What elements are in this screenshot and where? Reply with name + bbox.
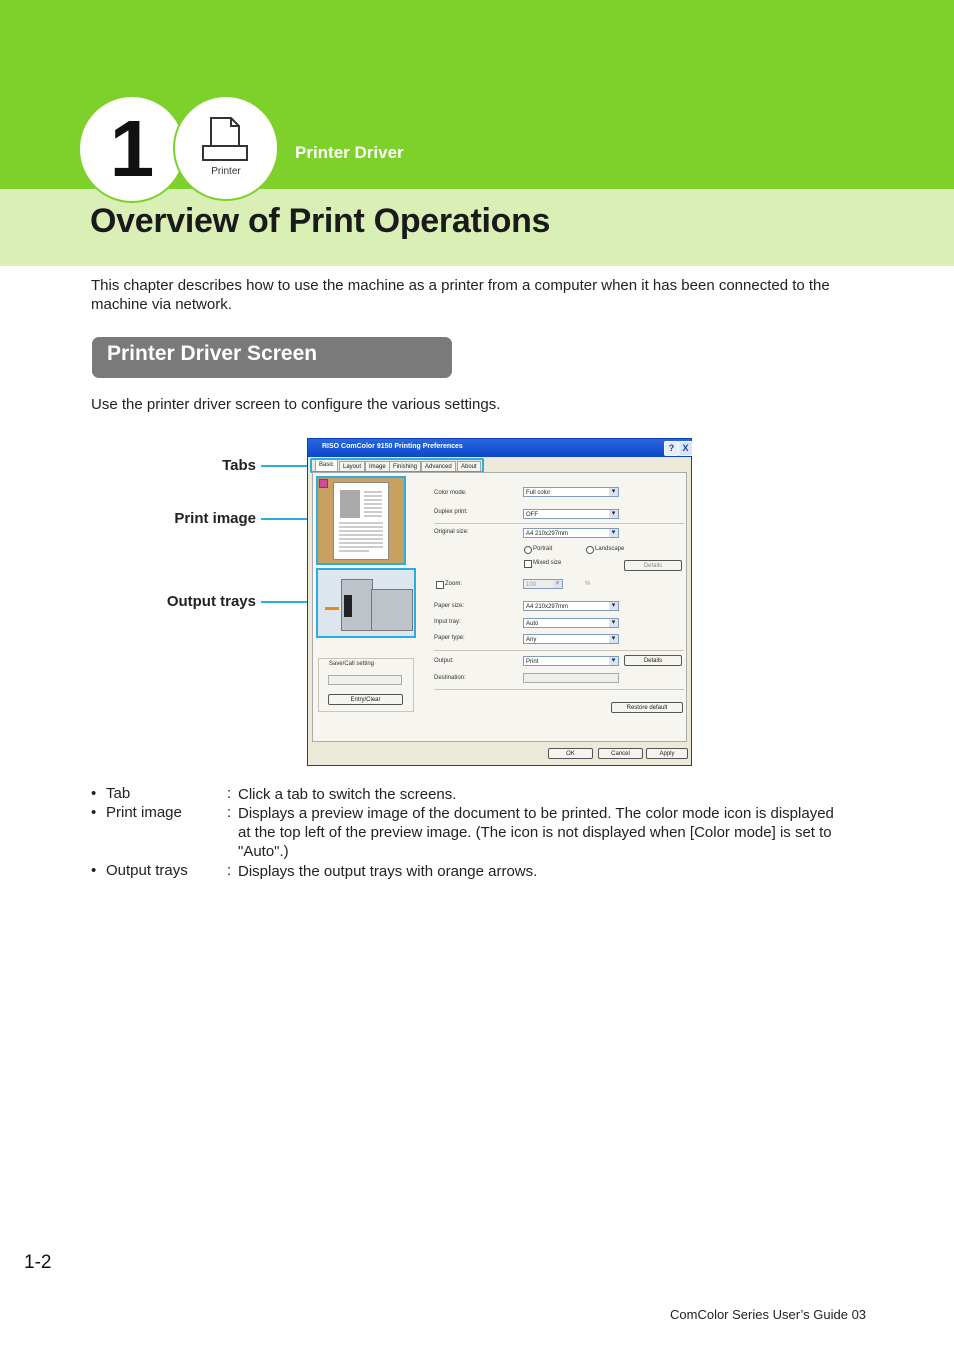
- destination-label: Destination:: [434, 675, 466, 681]
- tab-layout[interactable]: Layout: [339, 461, 365, 473]
- tab-basic[interactable]: Basic: [315, 459, 338, 473]
- printing-preferences-dialog: [307, 438, 692, 766]
- separator: [434, 689, 684, 690]
- guide-title: ComColor Series User’s Guide 03: [670, 1307, 867, 1322]
- intro-paragraph: This chapter describes how to use the machine as a printer from a computer when it has been connected to the machine via network.: [91, 277, 830, 313]
- instruction-text: Use the printer driver screen to configure the various settings.: [91, 396, 501, 413]
- list-desc-tab: Click a tab to switch the screens.: [238, 786, 457, 803]
- portrait-label: Portrait: [533, 546, 553, 552]
- tabs-highlight: [310, 458, 484, 473]
- section-label: Printer Driver: [295, 143, 404, 162]
- color-mode-label: Color mode:: [434, 490, 467, 496]
- entry-clear-button[interactable]: Entry/Clear: [328, 694, 403, 705]
- page-number: 1-2: [24, 1252, 52, 1273]
- callout-tabs: Tabs: [222, 457, 256, 474]
- tab-about[interactable]: About: [457, 461, 481, 473]
- list-bullet: •: [91, 804, 97, 821]
- list-term-print-image: Print image: [106, 804, 182, 821]
- restore-default-button[interactable]: Restore default: [611, 702, 683, 713]
- paper-type-label: Paper type:: [434, 635, 465, 641]
- list-term-output-trays: Output trays: [106, 862, 188, 879]
- printer-icon: [201, 116, 249, 164]
- ok-button[interactable]: OK: [548, 748, 593, 759]
- paper-size-select[interactable]: A4 210x297mm ▾: [523, 601, 619, 611]
- zoom-checkbox[interactable]: [436, 581, 444, 589]
- separator: [434, 523, 684, 524]
- input-tray-label: Input tray:: [434, 619, 461, 625]
- color-mode-select[interactable]: Full color ▾: [523, 487, 619, 497]
- callout-print-image: Print image: [174, 510, 256, 527]
- list-bullet: •: [91, 785, 97, 802]
- tab-image[interactable]: Image: [365, 461, 390, 473]
- original-details-button[interactable]: Details: [624, 560, 682, 571]
- original-size-select[interactable]: A4 210x297mm ▾: [523, 528, 619, 538]
- subheading: Printer Driver Screen: [107, 342, 318, 365]
- chapter-number: 1: [109, 104, 155, 193]
- list-colon: :: [227, 785, 232, 802]
- cancel-button[interactable]: Cancel: [598, 748, 643, 759]
- save-call-label: Save/Call setting: [329, 661, 375, 667]
- callout-line-tabs: [261, 465, 309, 467]
- duplex-label: Duplex print:: [434, 509, 468, 515]
- list-colon: :: [227, 862, 232, 879]
- zoom-input[interactable]: 100 ▾: [523, 579, 563, 589]
- paper-type-select[interactable]: Any ▾: [523, 634, 619, 644]
- close-button[interactable]: X: [678, 441, 693, 456]
- tab-finishing[interactable]: Finishing: [389, 461, 421, 473]
- callout-output-trays: Output trays: [166, 593, 256, 610]
- output-label: Output:: [434, 658, 454, 664]
- duplex-select[interactable]: OFF ▾: [523, 509, 619, 519]
- input-tray-select[interactable]: Auto ▾: [523, 618, 619, 628]
- preview-text-lines-lower: [339, 521, 385, 555]
- page-title: Overview of Print Operations: [90, 202, 551, 240]
- preview-image-block: [340, 490, 360, 518]
- help-button[interactable]: ?: [664, 441, 679, 456]
- output-tray-indicator: [344, 595, 352, 617]
- tab-advanced[interactable]: Advanced: [421, 461, 456, 473]
- output-details-button[interactable]: Details: [624, 655, 682, 666]
- landscape-label: Landscape: [595, 546, 625, 552]
- list-desc-output-trays: Displays the output trays with orange arrows.: [238, 863, 538, 880]
- list-desc-print-image: Displays a preview image of the document to be printed. The color mode icon is displayed at the top left of the preview image. (The icon is not displayed when [Color mode] is set to "Auto".): [238, 805, 834, 860]
- color-mode-icon: [319, 479, 328, 488]
- list-colon: :: [227, 804, 232, 821]
- list-term-tab: Tab: [106, 785, 131, 802]
- paper-size-label: Paper size:: [434, 603, 465, 609]
- landscape-radio[interactable]: [586, 546, 594, 554]
- separator: [434, 650, 684, 651]
- orange-arrow: [325, 607, 339, 610]
- list-bullet: •: [91, 862, 97, 879]
- original-size-label: Original size:: [434, 529, 469, 535]
- mixed-size-label: Mixed size: [533, 560, 562, 566]
- finisher-unit: [371, 589, 413, 631]
- zoom-label: Zoom:: [445, 581, 463, 587]
- save-call-select[interactable]: [328, 675, 402, 685]
- mixed-size-checkbox[interactable]: [524, 560, 532, 568]
- output-select[interactable]: Print ▾: [523, 656, 619, 666]
- zoom-unit: %: [585, 581, 591, 587]
- portrait-radio[interactable]: [524, 546, 532, 554]
- apply-button[interactable]: Apply: [646, 748, 688, 759]
- printer-icon-label: Printer: [211, 166, 241, 177]
- destination-input[interactable]: [523, 673, 619, 683]
- dialog-title: RISO ComColor 9150 Printing Preferences: [322, 443, 463, 450]
